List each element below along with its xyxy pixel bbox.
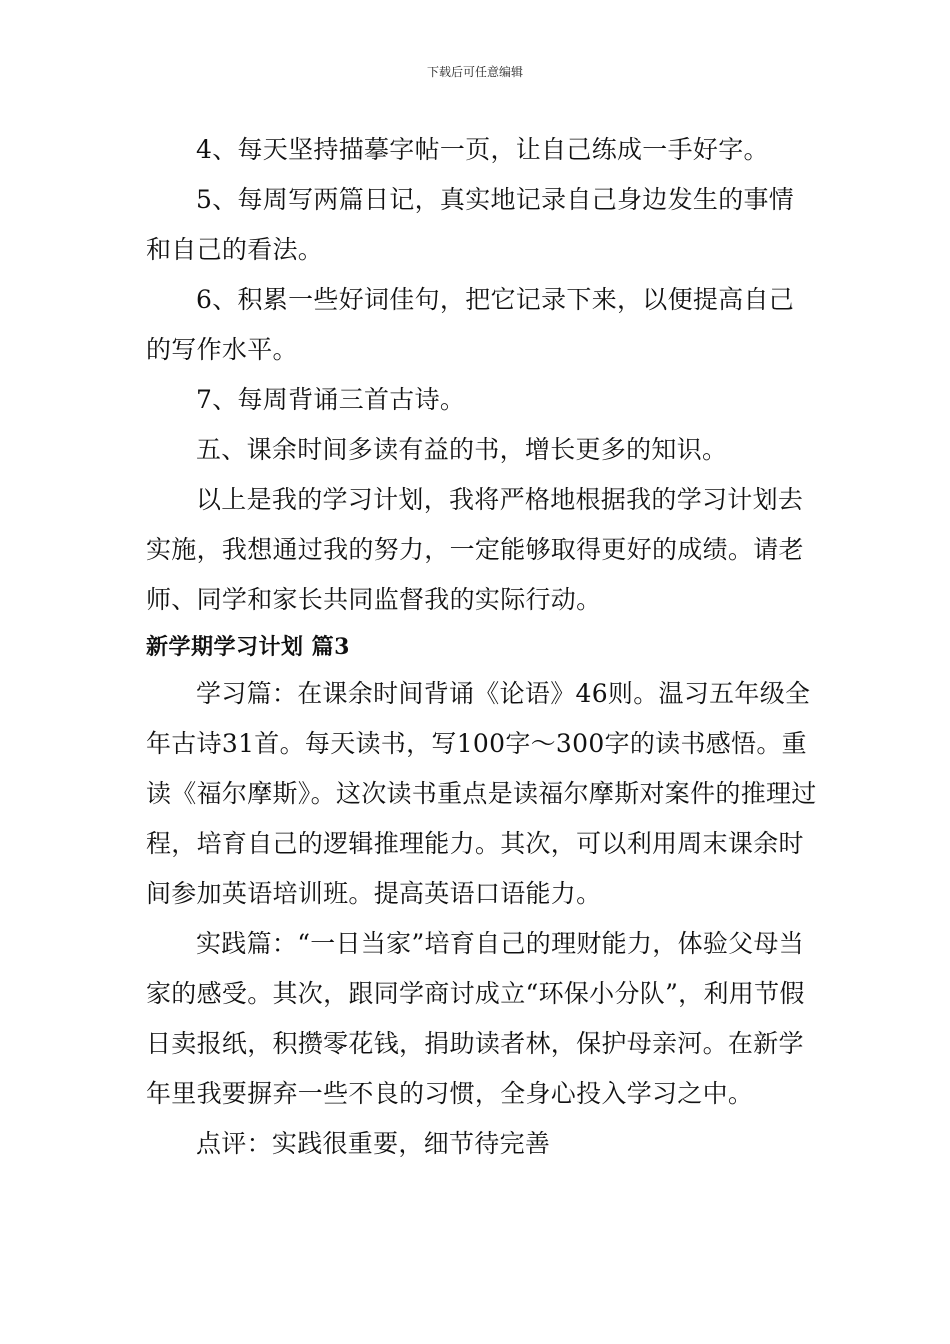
paragraph-item-5: 5、每周写两篇日记，真实地记录自己身边发生的事情和自己的看法。 [146,185,795,264]
paragraph-item-6: 6、积累一些好词佳句，把它记录下来，以便提高自己的写作水平。 [146,285,795,364]
paragraph-conclusion: 以上是我的学习计划，我将严格地根据我的学习计划去实施，我想通过我的努力，一定能够取得更好的成绩。请老师、同学和家长共同监督我的实际行动。 [146,485,804,614]
paragraph-study: 学习篇：在课余时间背诵《论语》46则。温习五年级全年古诗31首。每天读书，写100字～300字的读书感悟。重读《福尔摩斯》。这次读书重点是读福尔摩斯对案件的推理过程，培育自己的逻辑推理能力。其次，可以利用周末课余时间参加英语培训班。提高英语口语能力。 [146,679,817,908]
paragraph-section-five: 五、课余时间多读有益的书，增长更多的知识。 [196,435,728,464]
page-header: 下载后可任意编辑 [426,65,523,79]
section-title: 新学期学习计划 篇3 [146,634,350,660]
paragraph-item-7: 7、每周背诵三首古诗。 [196,385,466,414]
document-body [146,125,818,1169]
paragraph-item-4: 4、每天坚持描摹字帖一页，让自己练成一手好字。 [196,135,769,164]
paragraph-comment: 点评：实践很重要，细节待完善 [196,1129,551,1158]
paragraph-practice: 实践篇：“一日当家”培育自己的理财能力，体验父母当家的感受。其次，跟同学商讨成立“环保小分队”，利用节假日卖报纸，积攒零花钱，捐助读者林，保护母亲河。在新学年里我要摒弃一些不良的习惯，全身心投入学习之中。 [146,929,805,1108]
